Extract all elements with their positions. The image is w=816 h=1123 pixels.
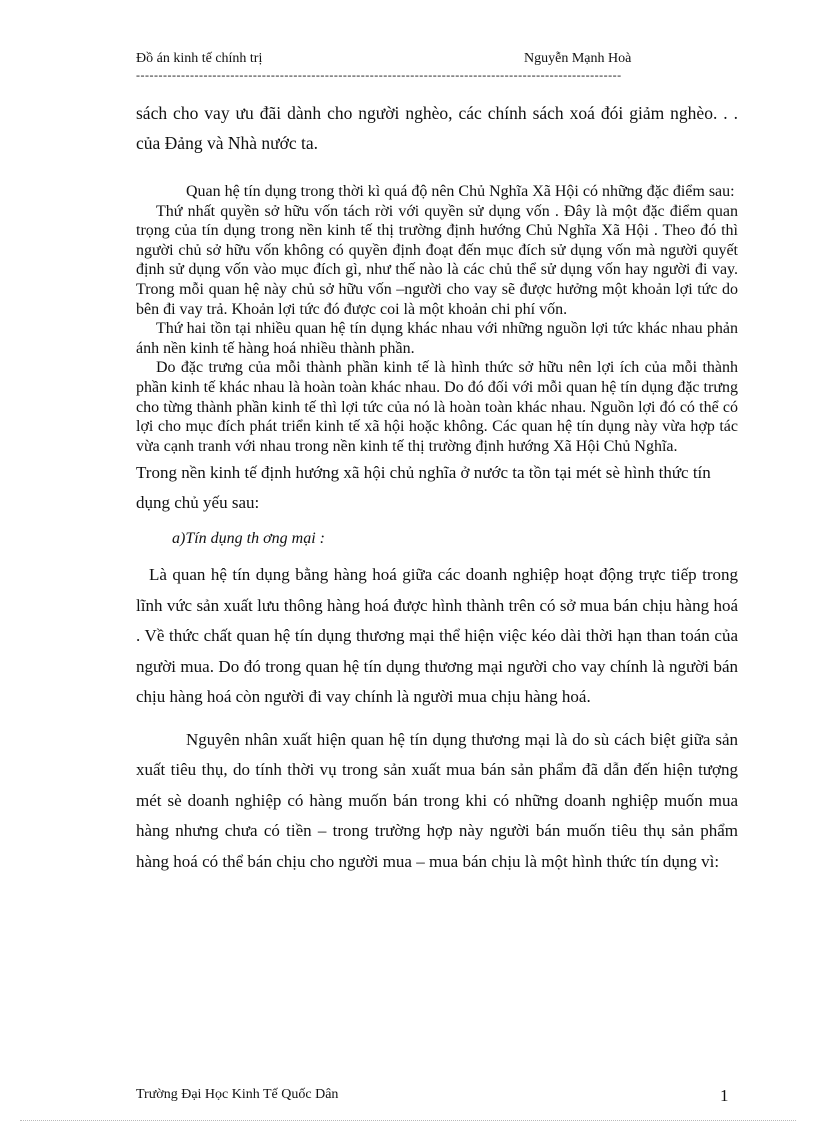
header-author: Nguyễn Mạnh Hoà — [524, 51, 632, 66]
paragraph-4: Thứ hai tồn tại nhiều quan hệ tín dụng khác nhau với những nguồn lợi tức khác nhau phản ánh nền kinh tế hàng hoá nhiều thành phần. — [136, 320, 738, 357]
header-title: Đồ án kinh tế chính trị — [136, 51, 263, 66]
section-heading: a)Tín dụng th ơng mại : — [172, 530, 325, 548]
paragraph-6: Trong nền kinh tế định hướng xã hội chủ nghĩa ở nước ta tồn tại mét sè hình thức tín dụng chủ yếu sau: — [136, 463, 711, 513]
paragraph-3: Thứ nhất quyền sở hữu vốn tách rời với quyền sử dụng vốn . Đây là một đặc điểm quan trọng của tín dụng trong nền kinh tế thị trường định hướng Chủ Nghĩa Xã Hội . Theo đó thì người chủ sở hữu vốn không có quyền định đoạt đến mục đích sử dụng vốn mà người quyết định sử dụng vốn vào mục đích gì, như thế nào là các chủ thể sử dụng vốn hay người đi vay. Trong mỗi quan hệ này chủ sở hữu vốn –người cho vay sẽ được hưởng một khoản lợi tức do bên đi vay trả. Khoản lợi tức đó được coi là một khoản chi phí vốn. — [136, 202, 738, 318]
footer-institution: Trường Đại Học Kinh Tế Quốc Dân — [136, 1087, 339, 1102]
page-number: 1 — [720, 1086, 729, 1105]
paragraph-5: Do đặc trưng của mỗi thành phần kinh tế là hình thức sở hữu nên lợi ích của mỗi thành phần kinh tế khác nhau là hoàn toàn khác nhau. Do đó đối với mỗi quan hệ tín dụng đặc trưng cho từng thành phần kinh tế thì lợi tức của nó là hoàn toàn khác nhau. Nguồn lợi đó có thể có lợi cho mục đích phát triển kinh tế xã hội hoặc không. Các quan hệ tín dụng này vừa hợp tác vừa cạnh tranh với nhau trong nền kinh tế thị trường định hướng Xã Hội Chủ Nghĩa. — [136, 359, 738, 455]
paragraph-8: Nguyên nhân xuất hiện quan hệ tín dụng thương mại là do sù cách biệt giữa sản xuất tiêu thụ, do tính thời vụ trong sản xuất mua bán sản phẩm đã dẫn đến hiện tượng mét sè doanh nghiệp có hàng muốn bán trong khi có những doanh nghiệp muốn mua hàng nhưng chưa có tiền – trong trường hợp này người bán muốn tiêu thụ sản phẩm hàng hoá có thể bán chịu cho người mua – mua bán chịu là một hình thức tín dụng vì: — [136, 729, 738, 871]
header-divider: ------------------------------------------------------------------------------------------------------------ — [136, 68, 622, 82]
page-bottom-divider — [20, 1120, 796, 1121]
document-body — [136, 98, 738, 877]
paragraph-2: Quan hệ tín dụng trong thời kì quá độ nên Chủ Nghĩa Xã Hội có những đặc điểm sau: — [186, 183, 735, 200]
paragraph-1: sách cho vay ưu đãi dành cho người nghèo, các chính sách xoá đói giảm nghèo. . . của Đảng và Nhà nước ta. — [136, 103, 738, 153]
paragraph-7: Là quan hệ tín dụng bằng hàng hoá giữa các doanh nghiệp hoạt động trực tiếp trong lĩnh vức sản xuất lưu thông hàng hoá được hình thành trên có sở mua bán chịu hàng hoá . Về thức chất quan hệ tín dụng thương mại thể hiện việc kéo dài thời hạn than toán của người mua. Do đó trong quan hệ tín dụng thương mại người cho vay chính là người bán chịu hàng hoá còn người đi vay chính là người mua chịu hàng hoá. — [136, 565, 738, 707]
